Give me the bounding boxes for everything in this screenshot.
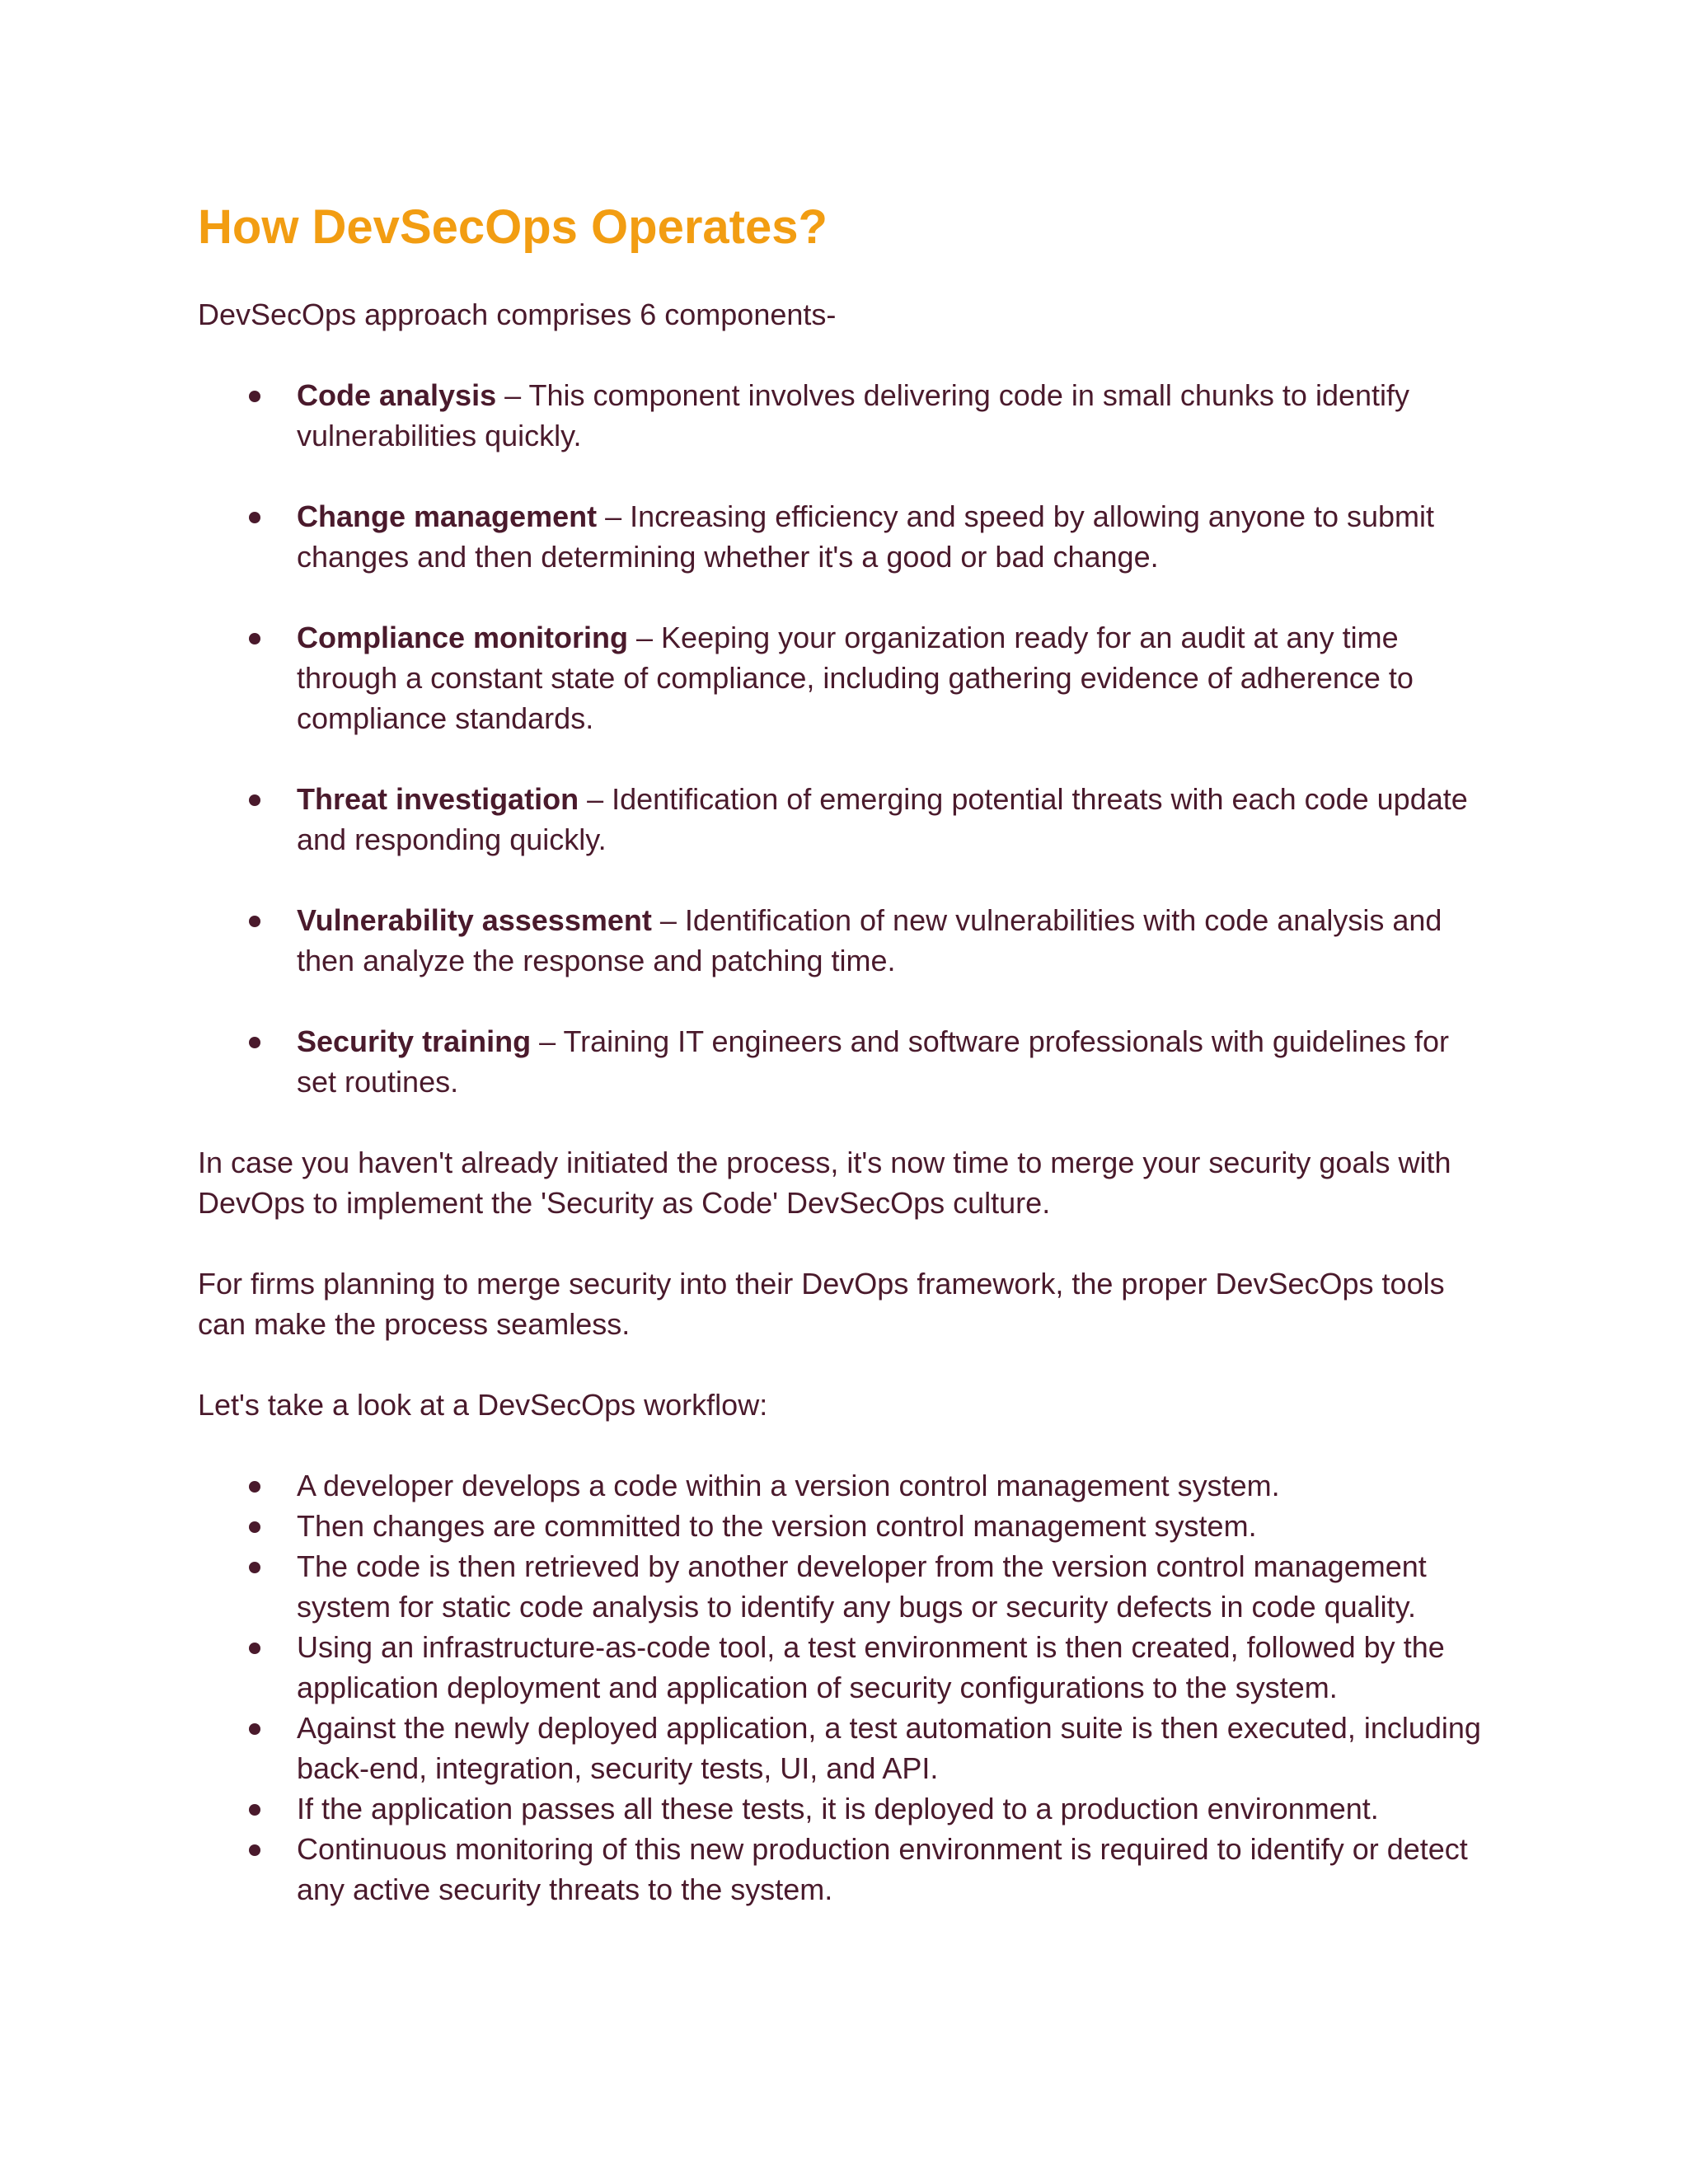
list-item xyxy=(198,1708,1490,1788)
component-term: Compliance monitoring xyxy=(297,621,629,654)
list-item xyxy=(198,1829,1490,1910)
bullet-icon xyxy=(249,794,260,806)
bullet-icon xyxy=(249,512,260,523)
component-description: – Identification of emerging potential threats with each code update and responding quickly. xyxy=(297,782,1468,856)
bullet-icon xyxy=(249,1481,260,1493)
workflow-step: Using an infrastructure-as-code tool, a test environment is then created, followed by the application deployment and application of security configurations to the system. xyxy=(297,1630,1445,1704)
workflow-step: If the application passes all these tests, it is deployed to a production environment. xyxy=(297,1792,1379,1825)
bullet-icon xyxy=(249,633,260,644)
component-term: Code analysis xyxy=(297,378,497,412)
list-item xyxy=(198,1546,1490,1627)
list-item xyxy=(198,1506,1490,1546)
list-item xyxy=(198,617,1490,738)
list-item xyxy=(198,496,1490,577)
workflow-step: Continuous monitoring of this new production environment is required to identify or detect any active security threats to the system. xyxy=(297,1832,1468,1906)
workflow-step: A developer develops a code within a version control management system. xyxy=(297,1469,1280,1502)
components-list xyxy=(198,375,1490,1102)
list-item xyxy=(198,1788,1490,1829)
list-item xyxy=(198,779,1490,860)
workflow-step: Against the newly deployed application, a test automation suite is then executed, including back-end, integration, security tests, UI, and API. xyxy=(297,1711,1481,1785)
bullet-icon xyxy=(249,1521,260,1533)
bullet-icon xyxy=(249,1723,260,1735)
body-paragraph: Let's take a look at a DevSecOps workflow: xyxy=(198,1388,768,1422)
component-description: – This component involves delivering code in small chunks to identify vulnerabilities quickly. xyxy=(297,378,1410,452)
list-item xyxy=(198,375,1490,456)
workflow-step: The code is then retrieved by another developer from the version control management system for static code analysis to identify any bugs or security defects in code quality. xyxy=(297,1549,1427,1624)
bullet-icon xyxy=(249,1804,260,1816)
component-term: Threat investigation xyxy=(297,782,579,816)
component-description: – Training IT engineers and software professionals with guidelines for set routines. xyxy=(297,1024,1450,1099)
component-term: Change management xyxy=(297,499,598,533)
intro-paragraph: DevSecOps approach comprises 6 components- xyxy=(198,298,837,331)
body-paragraph: In case you haven't already initiated the process, it's now time to merge your security goals with DevOps to implement the 'Security as Code' DevSecOps culture. xyxy=(198,1146,1451,1220)
component-description: – Increasing efficiency and speed by allowing anyone to submit changes and then determining whether it's a good or bad change. xyxy=(297,499,1435,574)
list-item xyxy=(198,1627,1490,1708)
component-description: – Keeping your organization ready for an audit at any time through a constant state of compliance, including gathering evidence of adherence to compliance standards. xyxy=(297,621,1414,735)
bullet-icon xyxy=(249,1037,260,1048)
list-item xyxy=(198,1021,1490,1102)
body-paragraph: For firms planning to merge security into their DevOps framework, the proper DevSecOps tools can make the process seamless. xyxy=(198,1267,1445,1341)
bullet-icon xyxy=(249,391,260,402)
component-term: Security training xyxy=(297,1024,532,1058)
bullet-icon xyxy=(249,1562,260,1573)
page-title: How DevSecOps Operates? xyxy=(198,200,828,254)
bullet-icon xyxy=(249,916,260,927)
bullet-icon xyxy=(249,1643,260,1654)
list-item xyxy=(198,1465,1490,1506)
component-description: – Identification of new vulnerabilities with code analysis and then analyze the response and patching time. xyxy=(297,903,1442,977)
workflow-list xyxy=(198,1465,1490,1910)
list-item xyxy=(198,900,1490,981)
bullet-icon xyxy=(249,1844,260,1856)
component-term: Vulnerability assessment xyxy=(297,903,652,937)
workflow-step: Then changes are committed to the version control management system. xyxy=(297,1509,1257,1543)
